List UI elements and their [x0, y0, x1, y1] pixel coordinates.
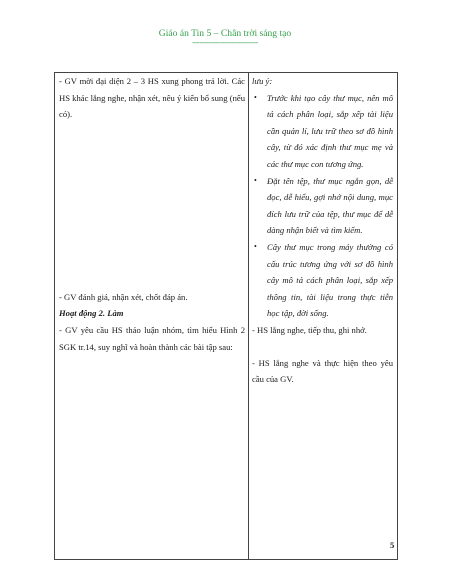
- right-paragraph-do: - HS lắng nghe và thực hiện theo yêu cầu của GV.: [252, 357, 393, 385]
- lesson-table: [54, 72, 398, 560]
- page-number: 5: [390, 540, 395, 550]
- table-row: [55, 73, 398, 560]
- list-item: • Cây thư mục trong máy thường có cấu trúc tương ứng với sơ đồ hình cây mô tả cách phân loại, sắp xếp thông tin, tài liệu trong thực tiễn học tập, đời sống.: [252, 239, 393, 322]
- list-item: • Trước khi tạo cây thư mục, nên mô tả cách phân loại, sắp xếp tài liệu cần quản lí, lưu trữ theo sơ đồ hình cây, từ đó xác định thư mục mẹ và các thư mục con tương ứng.: [252, 90, 393, 173]
- page-header: [0, 28, 450, 46]
- activity-heading: Hoạt động 2. Làm: [59, 308, 124, 319]
- bullet-icon: •: [254, 241, 257, 251]
- spacer: [55, 123, 248, 289]
- left-paragraph-3: - GV yêu cầu HS thảo luận nhóm, tìm hiểu Hình 2 SGK tr.14, suy nghĩ và hoàn thành các bài tập sau:: [59, 324, 245, 352]
- right-paragraph-listen: - HS lắng nghe, tiếp thu, ghi nhớ.: [252, 324, 367, 335]
- teacher-activity-cell: [55, 73, 249, 560]
- header-rule: -----------------------------: [192, 38, 258, 47]
- bullet-icon: •: [254, 92, 257, 102]
- note-label: lưu ý:: [252, 76, 273, 86]
- student-activity-cell: [249, 73, 398, 560]
- left-paragraph-1: - GV mời đại diện 2 – 3 HS xung phong trả lời. Các HS khác lắng nghe, nhận xét, nêu ý kiến bổ sung (nếu có).: [59, 76, 245, 120]
- header-title: Giáo án Tin 5 – Chân trời sáng tạo: [158, 28, 292, 39]
- bullet-icon: •: [254, 175, 257, 185]
- note-list: [249, 90, 397, 322]
- spacer: [249, 339, 397, 355]
- left-paragraph-2: - GV đánh giá, nhận xét, chốt đáp án.: [59, 291, 188, 302]
- list-item: • Đặt tên tệp, thư mục ngắn gọn, dễ đọc, dễ hiểu, gợi nhớ nội dung, mục đích lưu trữ của tệp, thư mục để dễ dàng nhận biết và tìm kiếm.: [252, 173, 393, 239]
